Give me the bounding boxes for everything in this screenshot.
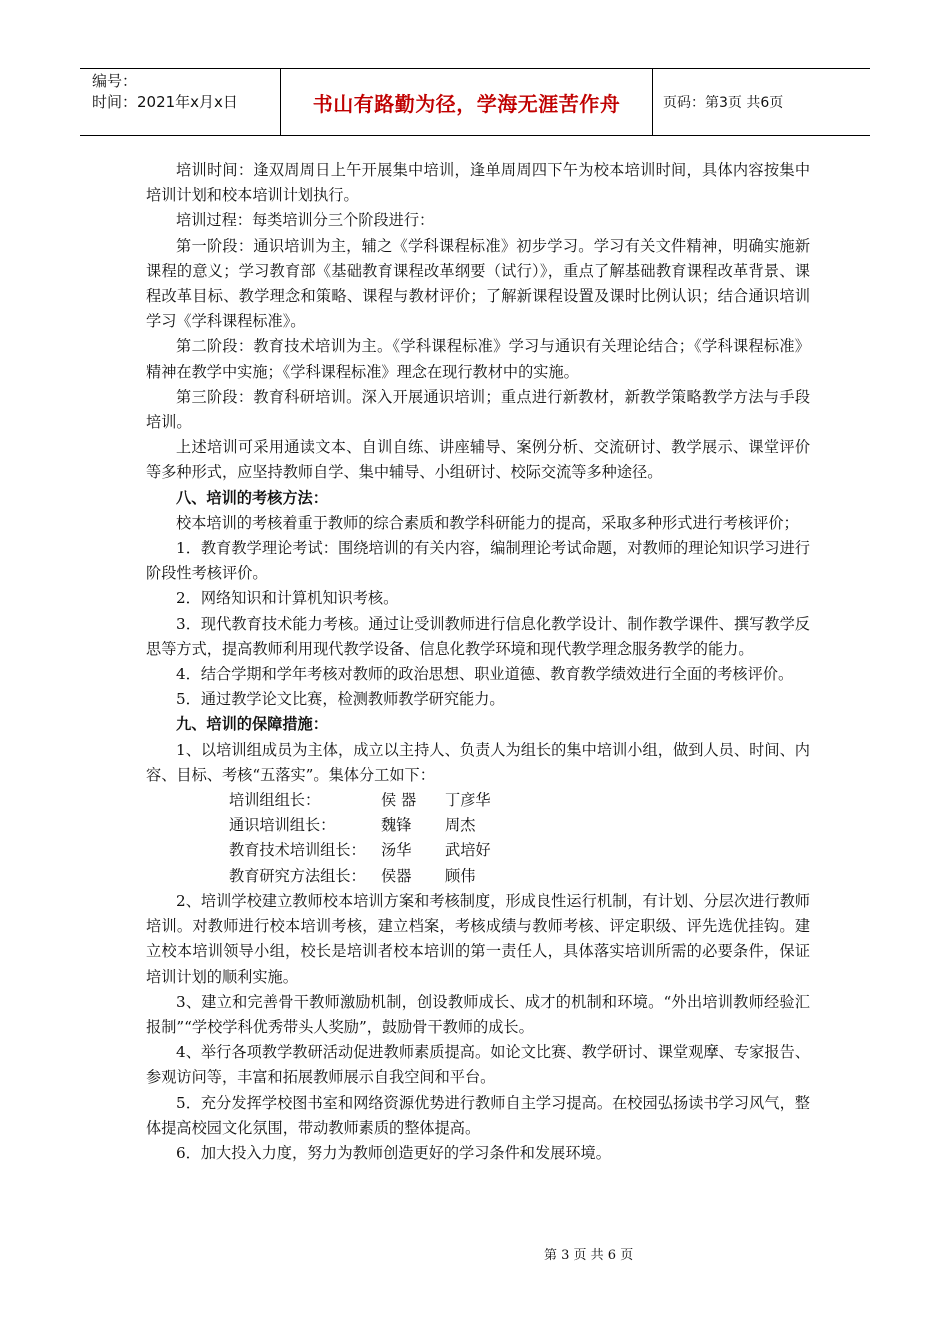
section-8-item: 校本培训的考核着重于教师的综合素质和教学科研能力的提高，采取多种形式进行考核评价； [176, 513, 799, 532]
section-9-item: 6．加大投入力度，努力为教师创造更好的学习条件和发展环境。 [176, 1143, 611, 1162]
paragraph-training-forms: 上述培训可采用通读文本、自训自练、讲座辅导、案例分析、交流研讨、教学展示、课堂评价等多种形式，应坚持教师自学、集中辅导、小组研讨、校际交流等多种途径。 [146, 438, 810, 482]
role-name: 武培好 [445, 841, 491, 860]
section-8-item: 3．现代教育技术能力考核。通过让受训教师进行信息化教学设计、制作教学课件、撰写教学反思等方式，提高教师利用现代教学设备、信息化教学环境和现代教学理念服务教学的能力。 [146, 614, 810, 658]
paragraph-training-process: 培训过程：每类培训分三个阶段进行： [176, 211, 435, 230]
role-row [146, 838, 810, 863]
document-body [146, 158, 810, 1166]
role-name: 周杰 [445, 816, 476, 835]
header-motto: 书山有路勤为径，学海无涯苦作舟 [281, 69, 653, 135]
section-8-item: 1．教育教学理论考试：围绕培训的有关内容，编制理论考试命题，对教师的理论知识学习进行阶段性考核评价。 [146, 539, 810, 583]
section-9-heading: 九、培训的保障措施： [176, 715, 328, 734]
role-name: 魏锋 [381, 816, 412, 835]
role-row [146, 813, 810, 838]
role-label: 通识培训组长： [229, 816, 336, 835]
role-row [146, 788, 810, 813]
section-9-item: 4、举行各项教学教研活动促进教师素质提高。如论文比赛、教学研讨、课堂观摩、专家报告、参观访问等，丰富和拓展教师展示自我空间和平台。 [146, 1043, 810, 1087]
section-8-item: 2．网络知识和计算机知识考核。 [176, 589, 399, 608]
role-label: 教育技术培训组长： [229, 841, 366, 860]
section-9-intro: 1、以培训组成员为主体，成立以主持人、负责人为组长的集中培训小组，做到人员、时间、内容、目标、考核“五落实”。集体分工如下： [146, 740, 810, 784]
role-name: 侯 器 [381, 791, 417, 810]
role-name: 丁彦华 [445, 791, 491, 810]
role-label: 教育研究方法组长： [229, 866, 366, 885]
section-8-heading: 八、培训的考核方法： [176, 488, 328, 507]
section-9-item: 5．充分发挥学校图书室和网络资源优势进行教师自主学习提高。在校园弘扬读书学习风气，整体提高校园文化氛围，带动教师素质的整体提高。 [146, 1093, 810, 1137]
section-9-item: 3、建立和完善骨干教师激励机制，创设教师成长、成才的机制和环境。“外出培训教师经验汇报制”“学校学科优秀带头人奖励”，鼓励骨干教师的成长。 [146, 992, 810, 1036]
page-footer: 第 3 页 共 6 页 [544, 1248, 634, 1263]
paragraph-training-time: 培训时间：逢双周周日上午开展集中培训，逢单周周四下午为校本培训时间，具体内容按集中培训计划和校本培训计划执行。 [146, 161, 810, 205]
document-header [80, 68, 870, 136]
header-meta-cell [80, 69, 281, 135]
header-page-info: 页码：第3页 共6页 [663, 95, 784, 111]
paragraph-stage-two: 第二阶段：教育技术培训为主。《学科课程标准》学习与通识有关理论结合；《学科课程标准》精神在教学中实施；《学科课程标准》理念在现行教材中的实施。 [146, 337, 810, 381]
section-9-item: 2、培训学校建立教师校本培训方案和考核制度，形成良性运行机制，有计划、分层次进行教师培训。对教师进行校本培训考核，建立档案，考核成绩与教师考核、评定职级、评先选优挂钩。建立校本培训领导小组，校长是培训者校本培训的第一责任人，具体落实培训所需的必要条件，保证培训计划的顺利实施。 [146, 891, 810, 986]
role-name: 顾伟 [445, 866, 476, 885]
role-label: 培训组组长： [229, 791, 321, 810]
role-name: 侯器 [381, 866, 412, 885]
document-number-label: 编号： [92, 72, 138, 90]
section-8-item: 5．通过教学论文比赛，检测教师教学研究能力。 [176, 690, 505, 709]
section-8-item: 4．结合学期和学年考核对教师的政治思想、职业道德、教育教学绩效进行全面的考核评价。 [176, 665, 794, 684]
paragraph-stage-one: 第一阶段：通识培训为主，辅之《学科课程标准》初步学习。学习有关文件精神，明确实施新课程的意义；学习教育部《基础教育课程改革纲要（试行）》，重点了解基础教育课程改革背景、课程改革目标、教学理念和策略、课程与教材评价；了解新课程设置及课时比例认识；结合通识培训学习《学科课程标准》。 [146, 236, 810, 331]
paragraph-stage-three: 第三阶段：教育科研培训。深入开展通识培训；重点进行新教材，新教学策略教学方法与手段培训。 [146, 387, 810, 432]
document-date-label: 时间：2021年x月x日 [92, 93, 238, 111]
role-row [146, 864, 810, 889]
role-name: 汤华 [381, 841, 412, 860]
